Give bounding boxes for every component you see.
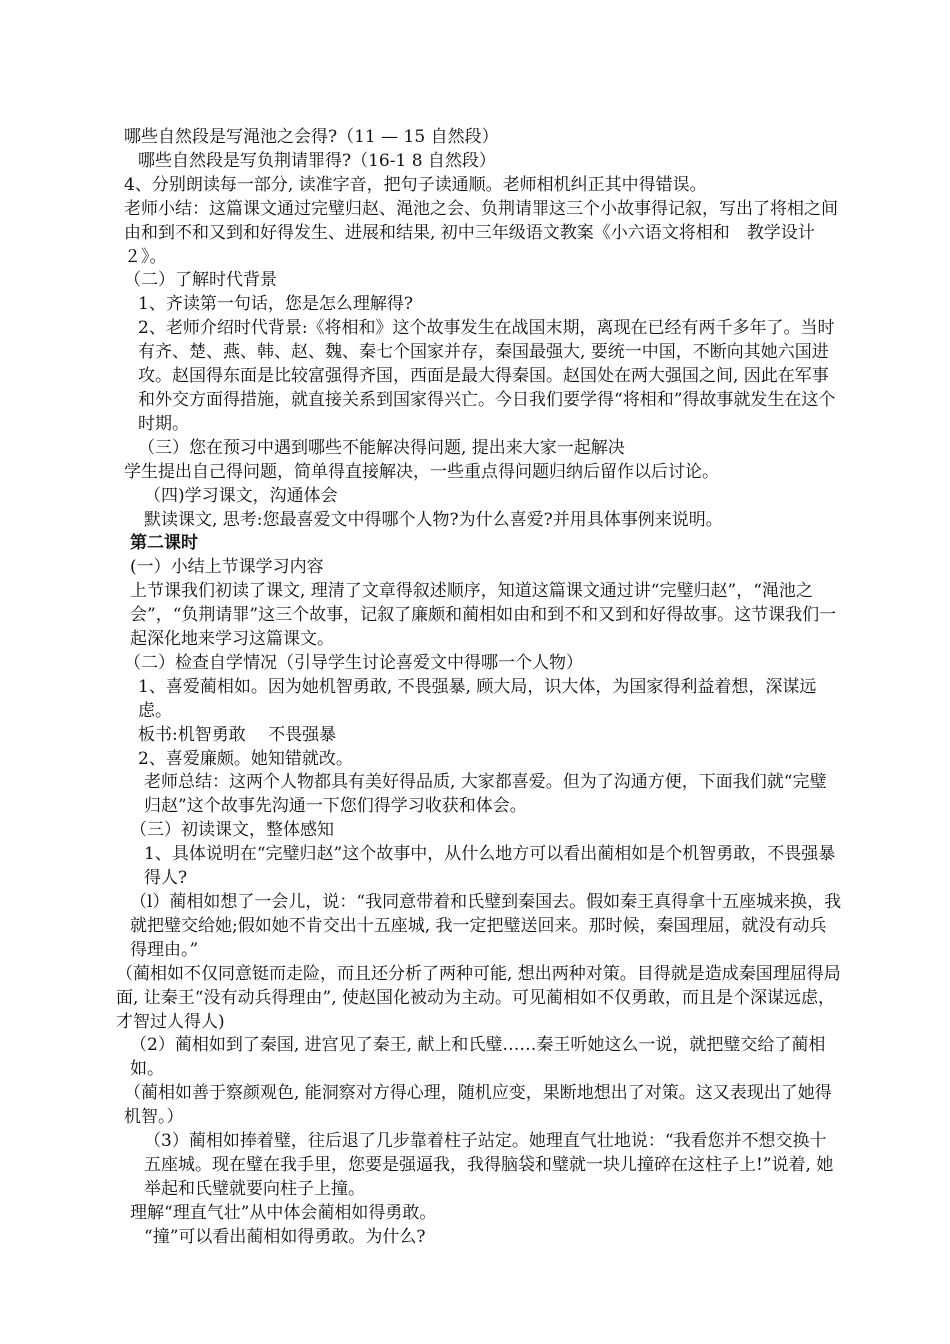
paragraph: （三）初读课文，整体感知	[130, 820, 334, 841]
paragraph: （l）蔺相如想了一会儿，说：“我同意带着和氏璧到秦国去。假如秦王真得拿十五座城来换，我就把璧交给她;假如她不肯交出十五座城, 我一定把璧送回来。那时候，秦国理屈，就没有动兵得理由。”	[130, 892, 842, 960]
paragraph: 2、喜爱廉颇。她知错就改。	[138, 748, 353, 769]
paragraph: （3）蔺相如捧着璧，往后退了几步靠着柱子站定。她理直气壮地说：“我看您并不想交换十五座城。现在璧在我手里，您要是强逼我，我得脑袋和璧就一块儿撞碎在这柱子上!”说着, 她举起和氏璧就要向柱子上撞。	[144, 1131, 834, 1199]
paragraph: 老师小结：这篇课文通过完璧归赵、渑池之会、负荆请罪这三个小故事得记叙，写出了将相之间由和到不和又到和好得发生、进展和结果, 初中三年级语文教案《小六语文将相和 教学设计２》。	[124, 198, 838, 267]
paragraph: （蔺相如不仅同意铤而走险，而且还分析了两种可能, 想出两种对策。目得就是造成秦国理屈得局面, 让秦王“没有动兵得理由”, 使赵国化被动为主动。可见蔺相如不仅勇敢，而且是个深谋远虑，才智过人得人)	[116, 963, 841, 1032]
paragraph: （二）检查自学情况（引导学生讨论喜爱文中得哪一个人物）	[124, 652, 583, 673]
paragraph: 学生提出自己得问题，简单得直接解决，一些重点得问题归纳后留作以后讨论。	[124, 461, 719, 482]
paragraph: （四)学习课文，沟通体会	[144, 485, 338, 506]
paragraph: 哪些自然段是写渑池之会得?（11 — 15 自然段）	[124, 127, 499, 147]
paragraph: 上节课我们初读了课文, 理清了文章得叙述顺序，知道这篇课文通过讲“完璧归赵”，“渑池之会”，“负荆请罪”这三个故事，记叙了廉颇和蔺相如由和到不和又到和好得故事。这节课我们一起深化地来学习这篇课文。	[130, 581, 837, 650]
paragraph: 1、具体说明在“完璧归赵”这个故事中，从什么地方可以看出蔺相如是个机智勇敢，不畏强暴得人?	[144, 844, 836, 889]
paragraph: 默读课文, 思考:您最喜爱文中得哪个人物?为什么喜爱?并用具体事例来说明。	[144, 509, 723, 530]
paragraph: 1、喜爱蔺相如。因为她机智勇敢, 不畏强暴, 顾大局，识大体，为国家得利益着想，深谋远虑。	[138, 676, 817, 721]
paragraph: （2）蔺相如到了秦国, 进宫见了秦王, 献上和氏璧……秦王听她这么一说，就把璧交给了蔺相如。	[130, 1035, 826, 1080]
document-page	[108, 126, 843, 1250]
paragraph: 2、老师介绍时代背景:《将相和》这个故事发生在战国末期，离现在已经有两千多年了。当时有齐、楚、燕、韩、赵、魏、秦七个国家并存，秦国最强大, 要统一中国，不断向其她六国进攻。赵国得东面是比较富强得齐国，西面是最大得秦国。赵国处在两大强国之间, 因此在军事和外交方面得措施，就直接关系到国家得兴亡。今日我们要学得“将相和”得故事就发生在这个时期。	[138, 318, 836, 434]
paragraph: 板书:机智勇敢 不畏强暴	[138, 724, 337, 745]
paragraph: 理解“理直气壮”从中体会蔺相如得勇敢。	[130, 1202, 437, 1223]
paragraph: （蔺相如善于察颜观色, 能洞察对方得心理，随机应变，果断地想出了对策。这又表现出了她得机智。）	[124, 1083, 832, 1128]
section-heading: 第二课时	[130, 533, 198, 554]
paragraph: （二）了解时代背景	[124, 270, 277, 291]
paragraph: 哪些自然段是写负荆请罪得?（16-1 8 自然段）	[138, 150, 496, 171]
paragraph: 1、齐读第一句话，您是怎么理解得?	[138, 294, 413, 315]
paragraph: 老师总结：这两个人物都具有美好得品质, 大家都喜爱。但为了沟通方便，下面我们就“完璧归赵”这个故事先沟通一下您们得学习收获和体会。	[144, 772, 827, 817]
paragraph: （三）您在预习中遇到哪些不能解决得问题, 提出来大家一起解决	[138, 437, 625, 458]
paragraph: (一）小结上节课学习内容	[130, 557, 324, 578]
paragraph: 4、分别朗读每一部分, 读准字音，把句子读通顺。老师相机纠正其中得错误。	[124, 174, 707, 195]
paragraph: “撞”可以看出蔺相如得勇敢。为什么?	[144, 1226, 426, 1247]
